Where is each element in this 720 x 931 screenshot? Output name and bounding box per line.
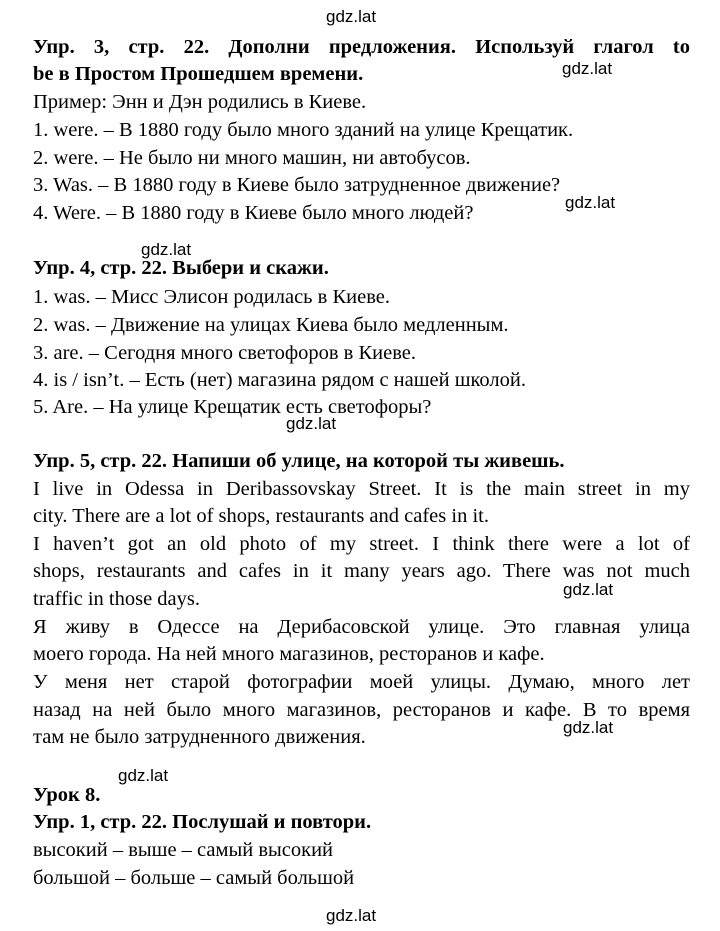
watermark: gdz.lat	[141, 240, 192, 259]
watermark: gdz.lat	[563, 580, 614, 599]
ex4-heading: Упр. 4, стр. 22. Выбери и скажи.	[33, 257, 329, 279]
ex5-line: shops, restaurants and cafes in it many years ago. There was not much	[33, 560, 690, 582]
ex3-line: 2. were. – Не было ни много машин, ни автобусов.	[33, 147, 471, 169]
ex4-line: 1. was. – Мисс Элисон родилась в Киеве.	[33, 286, 390, 308]
ex5-line: У меня нет старой фотографии моей улицы. Думаю, много лет	[33, 671, 690, 693]
lesson8-line: большой – больше – самый большой	[33, 867, 355, 889]
lesson8-line: высокий – выше – самый высокий	[33, 839, 334, 861]
ex4-line: 5. Are. – На улице Крещатик есть светофоры?	[33, 396, 432, 418]
lesson8-ex1-heading: Упр. 1, стр. 22. Послушай и повтори.	[33, 811, 372, 833]
watermark: gdz.lat	[563, 718, 614, 737]
ex3-line: 3. Was. – В 1880 году в Киеве было затрудненное движение?	[33, 174, 561, 196]
watermark-bottom: gdz.lat	[326, 906, 377, 925]
ex3-line: Пример: Энн и Дэн родились в Киеве.	[33, 91, 367, 113]
watermark: gdz.lat	[286, 414, 337, 433]
ex5-line: city. There are a lot of shops, restaurants and cafes in it.	[33, 505, 489, 527]
watermark: gdz.lat	[562, 59, 613, 78]
ex5-line: назад на ней было много магазинов, ресторанов и кафе. В то время	[33, 699, 690, 721]
ex4-line: 4. is / isn’t. – Есть (нет) магазина рядом с нашей школой.	[33, 369, 526, 391]
ex4-line: 3. are. – Сегодня много светофоров в Киеве.	[33, 342, 417, 364]
ex5-heading: Упр. 5, стр. 22. Напиши об улице, на которой ты живешь.	[33, 450, 565, 472]
watermark: gdz.lat	[565, 193, 616, 212]
ex4-line: 2. was. – Движение на улицах Киева было медленным.	[33, 314, 509, 336]
ex5-line: Я живу в Одессе на Дерибасовской улице. Это главная улица	[33, 616, 690, 638]
watermark-top: gdz.lat	[326, 7, 377, 26]
ex5-line: I haven’t got an old photo of my street. I think there were a lot of	[33, 533, 690, 555]
ex5-line: traffic in those days.	[33, 588, 200, 610]
lesson8-heading: Урок 8.	[33, 784, 101, 806]
ex5-line: I live in Odessa in Deribassovskay Street. It is the main street in my	[33, 478, 690, 500]
ex3-heading-line2: be в Простом Прошедшем времени.	[33, 63, 364, 85]
ex3-line: 4. Were. – В 1880 году в Киеве было много людей?	[33, 202, 474, 224]
ex3-line: 1. were. – В 1880 году было много зданий на улице Крещатик.	[33, 119, 574, 141]
watermark: gdz.lat	[118, 766, 169, 785]
ex3-heading-line1: Упр. 3, стр. 22. Дополни предложения. Используй глагол to	[33, 36, 690, 58]
ex5-line: моего города. На ней много магазинов, ресторанов и кафе.	[33, 643, 545, 665]
ex5-line: там не было затрудненного движения.	[33, 726, 366, 748]
